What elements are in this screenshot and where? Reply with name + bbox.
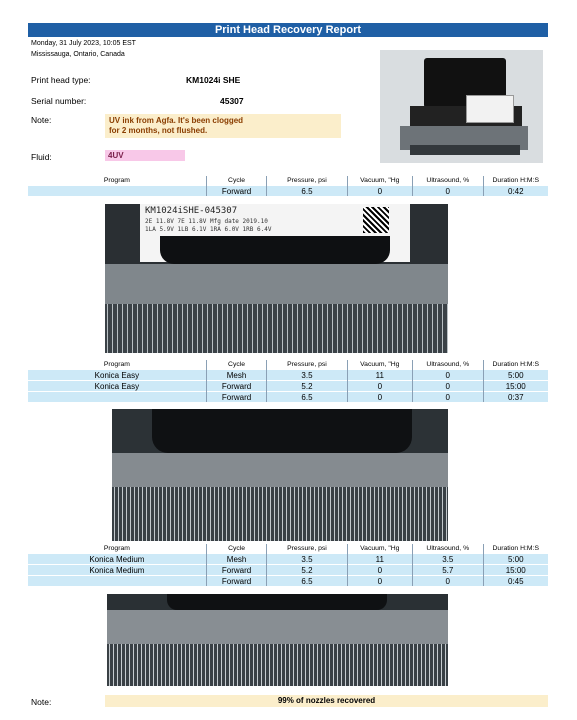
cell-program: Konica Easy — [28, 381, 206, 392]
cell-ultrasound: 0 — [413, 392, 483, 403]
col-vacuum: Vacuum, "Hg — [347, 176, 412, 186]
cell-ultrasound: 0 — [413, 370, 483, 381]
table-row — [28, 576, 548, 587]
summary-result: 99% of nozzles recovered — [105, 695, 548, 707]
cell-duration: 5:00 — [483, 370, 548, 381]
photo-label-line-2: 2E 11.8V 7E 11.8V Mfg date 2019.10 — [145, 218, 268, 225]
stage-1-photo — [105, 204, 448, 353]
cell-vacuum: 11 — [347, 370, 412, 381]
serial-value: 45307 — [220, 96, 244, 106]
col-duration: Duration H:M:S — [483, 360, 548, 370]
stage-1-table — [28, 176, 548, 196]
col-pressure: Pressure, psi — [267, 176, 347, 186]
col-ultrasound: Ultrasound, % — [413, 544, 483, 554]
stage-3-table — [28, 544, 548, 586]
cell-cycle: Forward — [206, 576, 267, 587]
col-pressure: Pressure, psi — [267, 360, 347, 370]
col-cycle: Cycle — [206, 360, 267, 370]
table-row — [28, 554, 548, 565]
photo-label-line-1: KM1024iSHE-045307 — [145, 206, 238, 216]
cell-vacuum: 0 — [347, 381, 412, 392]
fluid-value: 4UV — [105, 150, 185, 161]
table-row — [28, 381, 548, 392]
note-line-1: UV ink from Agfa. It's been clogged — [109, 116, 244, 125]
col-ultrasound: Ultrasound, % — [413, 176, 483, 186]
cell-duration: 15:00 — [483, 565, 548, 576]
cell-program: Konica Medium — [28, 565, 206, 576]
cell-ultrasound: 3.5 — [413, 554, 483, 565]
head-type-value: KM1024i SHE — [186, 75, 241, 85]
cell-cycle: Mesh — [206, 370, 267, 381]
table-row — [28, 370, 548, 381]
stage-3-photo — [107, 594, 448, 686]
cell-pressure: 6.5 — [267, 576, 347, 587]
cell-cycle: Forward — [206, 186, 267, 197]
col-duration: Duration H:M:S — [483, 544, 548, 554]
table-row — [28, 186, 548, 197]
printhead-photo — [380, 50, 543, 163]
cell-ultrasound: 0 — [413, 186, 483, 197]
cell-duration: 0:37 — [483, 392, 548, 403]
cell-vacuum: 11 — [347, 554, 412, 565]
cell-duration: 15:00 — [483, 381, 548, 392]
col-cycle: Cycle — [206, 176, 267, 186]
cell-pressure: 3.5 — [267, 554, 347, 565]
cell-program: Konica Easy — [28, 370, 206, 381]
cell-pressure: 3.5 — [267, 370, 347, 381]
cell-pressure: 6.5 — [267, 186, 347, 197]
cell-cycle: Mesh — [206, 554, 267, 565]
col-pressure: Pressure, psi — [267, 544, 347, 554]
fluid-label: Fluid: — [31, 152, 52, 162]
cell-pressure: 6.5 — [267, 392, 347, 403]
summary-note-label: Note: — [31, 697, 52, 707]
cell-program: Konica Medium — [28, 554, 206, 565]
report-title: Print Head Recovery Report — [28, 23, 548, 37]
note-line-2: for 2 months, not flushed. — [109, 126, 208, 135]
table-header-row — [28, 176, 548, 186]
stage-2-photo — [112, 409, 448, 541]
col-duration: Duration H:M:S — [483, 176, 548, 186]
col-cycle: Cycle — [206, 544, 267, 554]
cell-cycle: Forward — [206, 565, 267, 576]
cell-vacuum: 0 — [347, 392, 412, 403]
col-vacuum: Vacuum, "Hg — [347, 544, 412, 554]
cell-vacuum: 0 — [347, 186, 412, 197]
cell-ultrasound: 0 — [413, 576, 483, 587]
cell-vacuum: 0 — [347, 565, 412, 576]
col-program: Program — [28, 544, 206, 554]
photo-label-line-3: 1LA 5.9V 1LB 6.1V 1RA 6.0V 1RB 6.4V — [145, 226, 272, 233]
serial-label: Serial number: — [31, 96, 87, 106]
table-row — [28, 392, 548, 403]
cell-ultrasound: 5.7 — [413, 565, 483, 576]
table-header-row — [28, 544, 548, 554]
cell-vacuum: 0 — [347, 576, 412, 587]
cell-program — [28, 576, 206, 587]
cell-duration: 0:45 — [483, 576, 548, 587]
cell-pressure: 5.2 — [267, 565, 347, 576]
note-label: Note: — [31, 115, 52, 125]
note-text — [105, 114, 341, 138]
col-ultrasound: Ultrasound, % — [413, 360, 483, 370]
col-vacuum: Vacuum, "Hg — [347, 360, 412, 370]
cell-program — [28, 392, 206, 403]
cell-program — [28, 186, 206, 197]
col-program: Program — [28, 176, 206, 186]
stage-2-table — [28, 360, 548, 402]
cell-ultrasound: 0 — [413, 381, 483, 392]
cell-cycle: Forward — [206, 392, 267, 403]
head-type-label: Print head type: — [31, 75, 91, 85]
report-date: Monday, 31 July 2023, 10:05 EST — [31, 40, 136, 47]
cell-pressure: 5.2 — [267, 381, 347, 392]
cell-cycle: Forward — [206, 381, 267, 392]
cell-duration: 0:42 — [483, 186, 548, 197]
cell-duration: 5:00 — [483, 554, 548, 565]
table-row — [28, 565, 548, 576]
report-location: Mississauga, Ontario, Canada — [31, 51, 125, 58]
col-program: Program — [28, 360, 206, 370]
table-header-row — [28, 360, 548, 370]
